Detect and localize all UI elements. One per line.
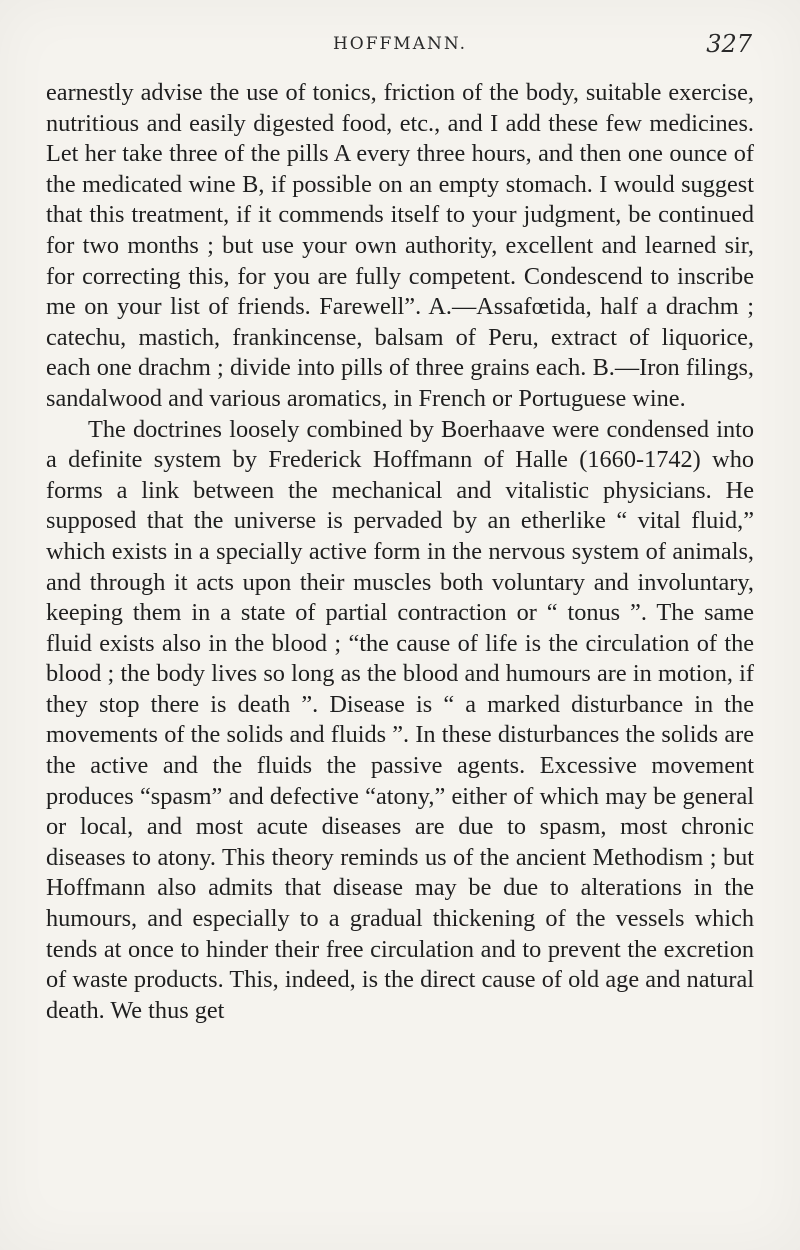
running-head: HOFFMANN. bbox=[332, 34, 468, 54]
page-body bbox=[46, 78, 754, 1026]
page-header bbox=[0, 30, 800, 62]
page-number: 327 bbox=[706, 30, 752, 58]
paragraph-hoffmann-doctrine: The doctrines loosely combined by Boerhaave were condensed into a definite system by Frederick Hoffmann of Halle (1660-1742) who forms a link between the mechanical and vitalistic physicians. He supposed that the universe is pervaded by an etherlike “ vital fluid,” which exists in a specially active form in the nervous system of animals, and through it acts upon their muscles both voluntary and involuntary, keeping them in a state of partial contraction or “ tonus ”. The same fluid exists also in the blood ; “the cause of life is the circulation of the blood ; the body lives so long as the blood and humours are in motion, if they stop there is death ”. Disease is “ a marked disturbance in the movements of the solids and fluids ”. In these disturbances the solids are the active and the fluids the passive agents. Excessive movement produces “spasm” and defective “atony,” either of which may be general or local, and most acute diseases are due to spasm, most chronic diseases to atony. This theory reminds us of the ancient Methodism ; but Hoffmann also admits that disease may be due to alterations in the humours, and especially to a gradual thickening of the vessels which tends at once to hinder their free circulation and to prevent the excretion of waste products. This, indeed, is the direct cause of old age and natural death. We thus get bbox=[46, 415, 754, 1024]
paragraph-continuation: earnestly advise the use of tonics, friction of the body, suitable exercise, nutritious and easily digested food, etc., and I add these few medicines. Let her take three of the pills A every three hours, and then one ounce of the medicated wine B, if possible on an empty stomach. I would suggest that this treatment, if it commends itself to your judgment, be continued for two months ; but use your own authority, excellent and learned sir, for correcting this, for you are fully competent. Condescend to inscribe me on your list of friends. Farewell”. A.—Assafœtida, half a drachm ; catechu, mastich, frankincense, balsam of Peru, extract of liquorice, each one drachm ; divide into pills of three grains each. B.—Iron filings, sandalwood and various aromatics, in French or Portuguese wine. bbox=[46, 79, 754, 412]
